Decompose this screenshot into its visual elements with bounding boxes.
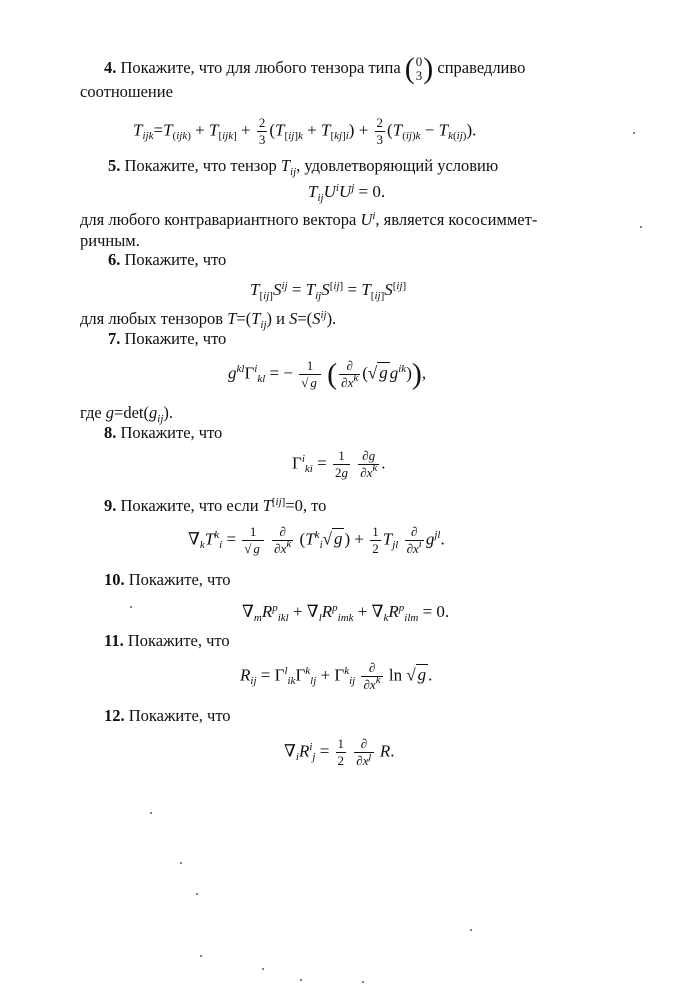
problem-text: справедливо [437, 57, 526, 77]
formula-11: $R_{ij} = \Gamma^l_{ik}\Gamma^k_{lj} + \Gamma^k_{ij}$ $\frac{\partial}{\partial x^k}$ ln √ g . [240, 660, 433, 692]
scan-speck [262, 968, 264, 970]
problem-text: Покажите, что если [120, 496, 259, 515]
problem-number: 5. [108, 156, 121, 175]
scan-speck [300, 979, 302, 981]
problem-6-line-1 [108, 252, 226, 269]
problem-text: Покажите, что тензор [124, 156, 277, 175]
scan-speck [180, 862, 182, 864]
formula-10: $\nabla_mR^p_{ikl} + \nabla_lR^p_{imk} + \nabla_kR^p_{ilm} = 0$. [242, 601, 450, 624]
problem-7-line-2: где $g=\det(g_{ij})$. [80, 403, 174, 425]
problem-number: 9. [104, 496, 117, 515]
scan-speck [362, 981, 364, 983]
problem-4-line-1: 4. Покажите, что для любого тензора типа ( 0 3 ) справедливо [104, 52, 526, 85]
problem-text: для любого контравариантного вектора [80, 210, 357, 229]
formula-8: $\Gamma^i_{ki}$ = $\frac{1}{2g}$ $\frac{\partial g}{\partial x^k}$ . [292, 448, 386, 480]
problem-text: Покажите, что [124, 250, 227, 269]
problem-text: Покажите, что [124, 329, 227, 348]
formula-5: $T_{ij}U^iU^j = 0$. [308, 181, 386, 204]
problem-text: и [276, 309, 285, 328]
problem-5-line-3: ричным. [80, 231, 140, 250]
problem-text: Покажите, что [120, 423, 223, 442]
problem-5-line-2: для любого контравариантного вектора $U^i$, является кососиммет- [80, 209, 538, 229]
scan-speck [470, 929, 472, 931]
scan-speck [130, 606, 132, 608]
problem-number: 10. [104, 570, 125, 589]
formula-9: $\nabla_kT^k_i$ = $\frac{1}{√ g}$ $\frac{\partial}{\partial x^k}$ ($T^k_i√$ g ) + $\frac{1}{2}$ $T_{jl}$ $\frac{\partial}{\partial x^i}$ $g^{jl}$. [188, 524, 445, 556]
problem-text: , то [302, 496, 327, 515]
problem-5-line-1: 5. Покажите, что тензор $T_{ij}$, удовлетворяющий условию [108, 156, 499, 178]
problem-text: Покажите, что [128, 570, 231, 589]
problem-text: где [80, 403, 102, 422]
problem-12-line-1 [104, 708, 231, 725]
formula-6: $T_{[ij]}S^{ij} = T_{ij}S[ij] = T_{[ij]}S[ij]$ [250, 279, 407, 302]
problem-number: 12. [104, 706, 125, 725]
problem-text: Покажите, что для любого тензора типа [120, 57, 401, 77]
formula-12: $\nabla_iR^i_j$ = $\frac{1}{2}$ $\frac{\partial}{\partial x^j}$ R. [284, 736, 395, 768]
scan-speck [640, 226, 642, 228]
scan-speck [200, 955, 202, 957]
problem-text: Покажите, что [128, 706, 231, 725]
problem-11-line-1 [104, 633, 230, 650]
problem-number: 11. [104, 631, 124, 650]
problem-7-line-1 [108, 331, 226, 348]
problem-text: Покажите, что [127, 631, 230, 650]
formula-7: $g^{kl}\Gamma^i_{kl}$ = − $\frac{1}{√ g}$ ( $\frac{\partial}{\partial x^k}$ (√ g $g^{ik}$)), [228, 357, 427, 391]
problem-text: для любых тензоров [80, 309, 224, 328]
problem-number: 8. [104, 423, 117, 442]
problem-number: 6. [108, 250, 121, 269]
scan-speck [150, 812, 152, 814]
tensor-type-binom: 0 3 [415, 54, 423, 83]
formula-4: $T_{ijk}=T_{(ijk)} + T_{[ijk]}$ + $\frac{2}{3}$ $(T_{[ij]k} + T_{[kj]i})$ + $\frac{2}{3}$ $(T_{(ij)k} - T_{k(ij)})$. [133, 115, 477, 147]
problem-text: , является кососиммет- [375, 210, 538, 229]
problem-9-line-1: 9. Покажите, что если T[ij]=0, то [104, 495, 327, 515]
scan-speck [196, 893, 198, 895]
problem-8-line-1 [104, 425, 222, 442]
problem-text: , удовлетворяющий условию [296, 156, 499, 175]
problem-6-line-2: для любых тензоров $T=(T_{ij})$ и $S=(S^{ij})$. [80, 308, 337, 331]
scan-speck [633, 132, 635, 134]
problem-10-line-1 [104, 572, 231, 589]
problem-4-line-2: соотношение [80, 82, 173, 101]
problem-number: 7. [108, 329, 121, 348]
problem-number: 4. [104, 57, 117, 77]
